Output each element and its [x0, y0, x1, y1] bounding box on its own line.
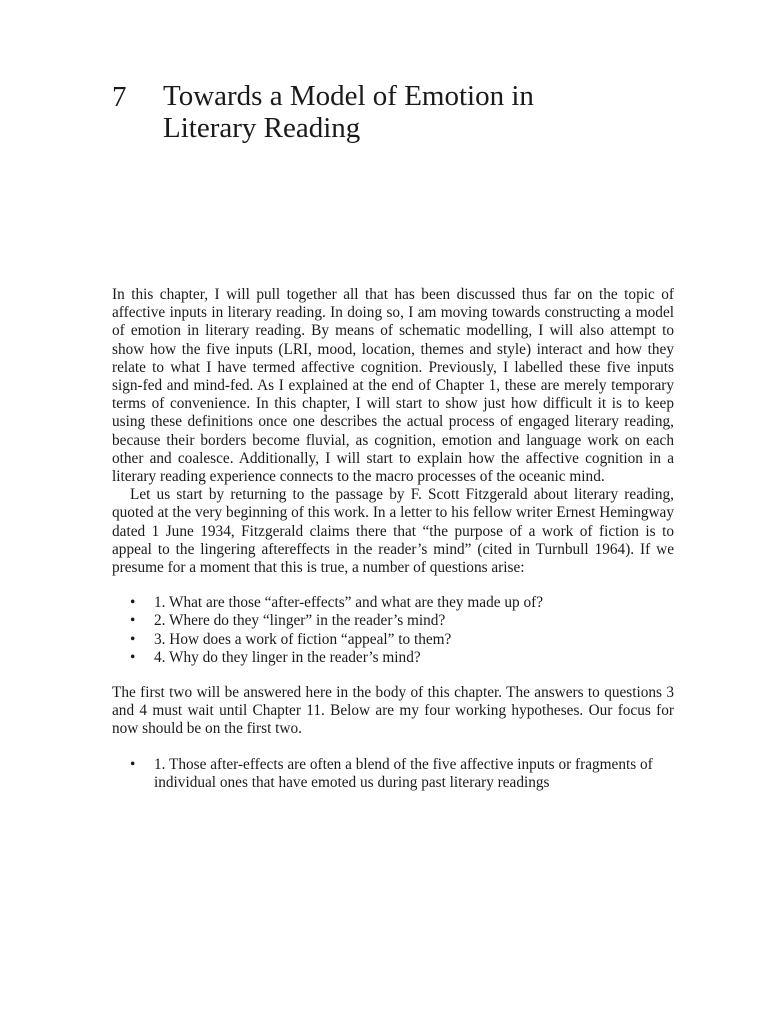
question-text: 2. Where do they “linger” in the reader’s mind?	[154, 612, 446, 630]
bullet-icon: •	[130, 630, 136, 648]
questions-list	[112, 594, 674, 667]
bullet-icon: •	[130, 594, 136, 612]
bullet-icon: •	[130, 755, 136, 773]
fitzgerald-paragraph: Let us start by returning to the passage by F. Scott Fitzgerald about literary reading, quoted at the very beginning of this work. In a letter to his fellow writer Ernest Hemingway dated 1 June 1934, Fitzgerald claims there that “the purpose of a work of fiction is to appeal to the lingering aftereffects in the reader’s mind” (cited in Turnbull 1964). If we presume for a moment that this is true, a number of questions arise:	[112, 486, 674, 577]
answers-paragraph: The first two will be answered here in the body of this chapter. The answers to questions 3 and 4 must wait until Chapter 11. Below are my four working hypotheses. Our focus for now should be on the first two.	[112, 684, 674, 738]
hypotheses-list	[112, 756, 674, 792]
question-text: 1. What are those “after-effects” and what are they made up of?	[154, 594, 544, 612]
chapter-number: 7	[112, 81, 127, 113]
list-item	[112, 631, 674, 649]
hypothesis-text: 1. Those after-effects are often a blend of the five affective inputs or fragments of individual ones that have emoted us during past literary readings	[154, 755, 653, 791]
bullet-icon: •	[130, 648, 136, 666]
list-item	[112, 612, 674, 630]
question-text: 4. Why do they linger in the reader’s mind?	[154, 648, 421, 666]
chapter-title: Towards a Model of Emotion in Literary Reading	[163, 80, 534, 144]
list-item	[112, 649, 674, 667]
list-item	[112, 756, 674, 792]
body-text	[112, 286, 674, 792]
intro-paragraph: In this chapter, I will pull together all that has been discussed thus far on the topic of affective inputs in literary reading. In doing so, I am moving towards constructing a model of emotion in literary reading. By means of schematic modelling, I will also attempt to show how the five inputs (LRI, mood, location, themes and style) interact and how they relate to what I have termed affective cognition. Previously, I labelled these five inputs sign-fed and mind-fed. As I explained at the end of Chapter 1, these are merely temporary terms of convenience. In this chapter, I will start to show just how difficult it is to keep using these definitions once one describes the actual process of engaged literary reading, because their borders become fluvial, as cognition, emotion and language work on each other and coalesce. Additionally, I will start to explain how the affective cognition in a literary reading experience connects to the macro processes of the oceanic mind.	[112, 286, 674, 486]
list-item	[112, 594, 674, 612]
question-text: 3. How does a work of fiction “appeal” to them?	[154, 630, 452, 648]
bullet-icon: •	[130, 612, 136, 630]
chapter-heading	[112, 80, 672, 144]
